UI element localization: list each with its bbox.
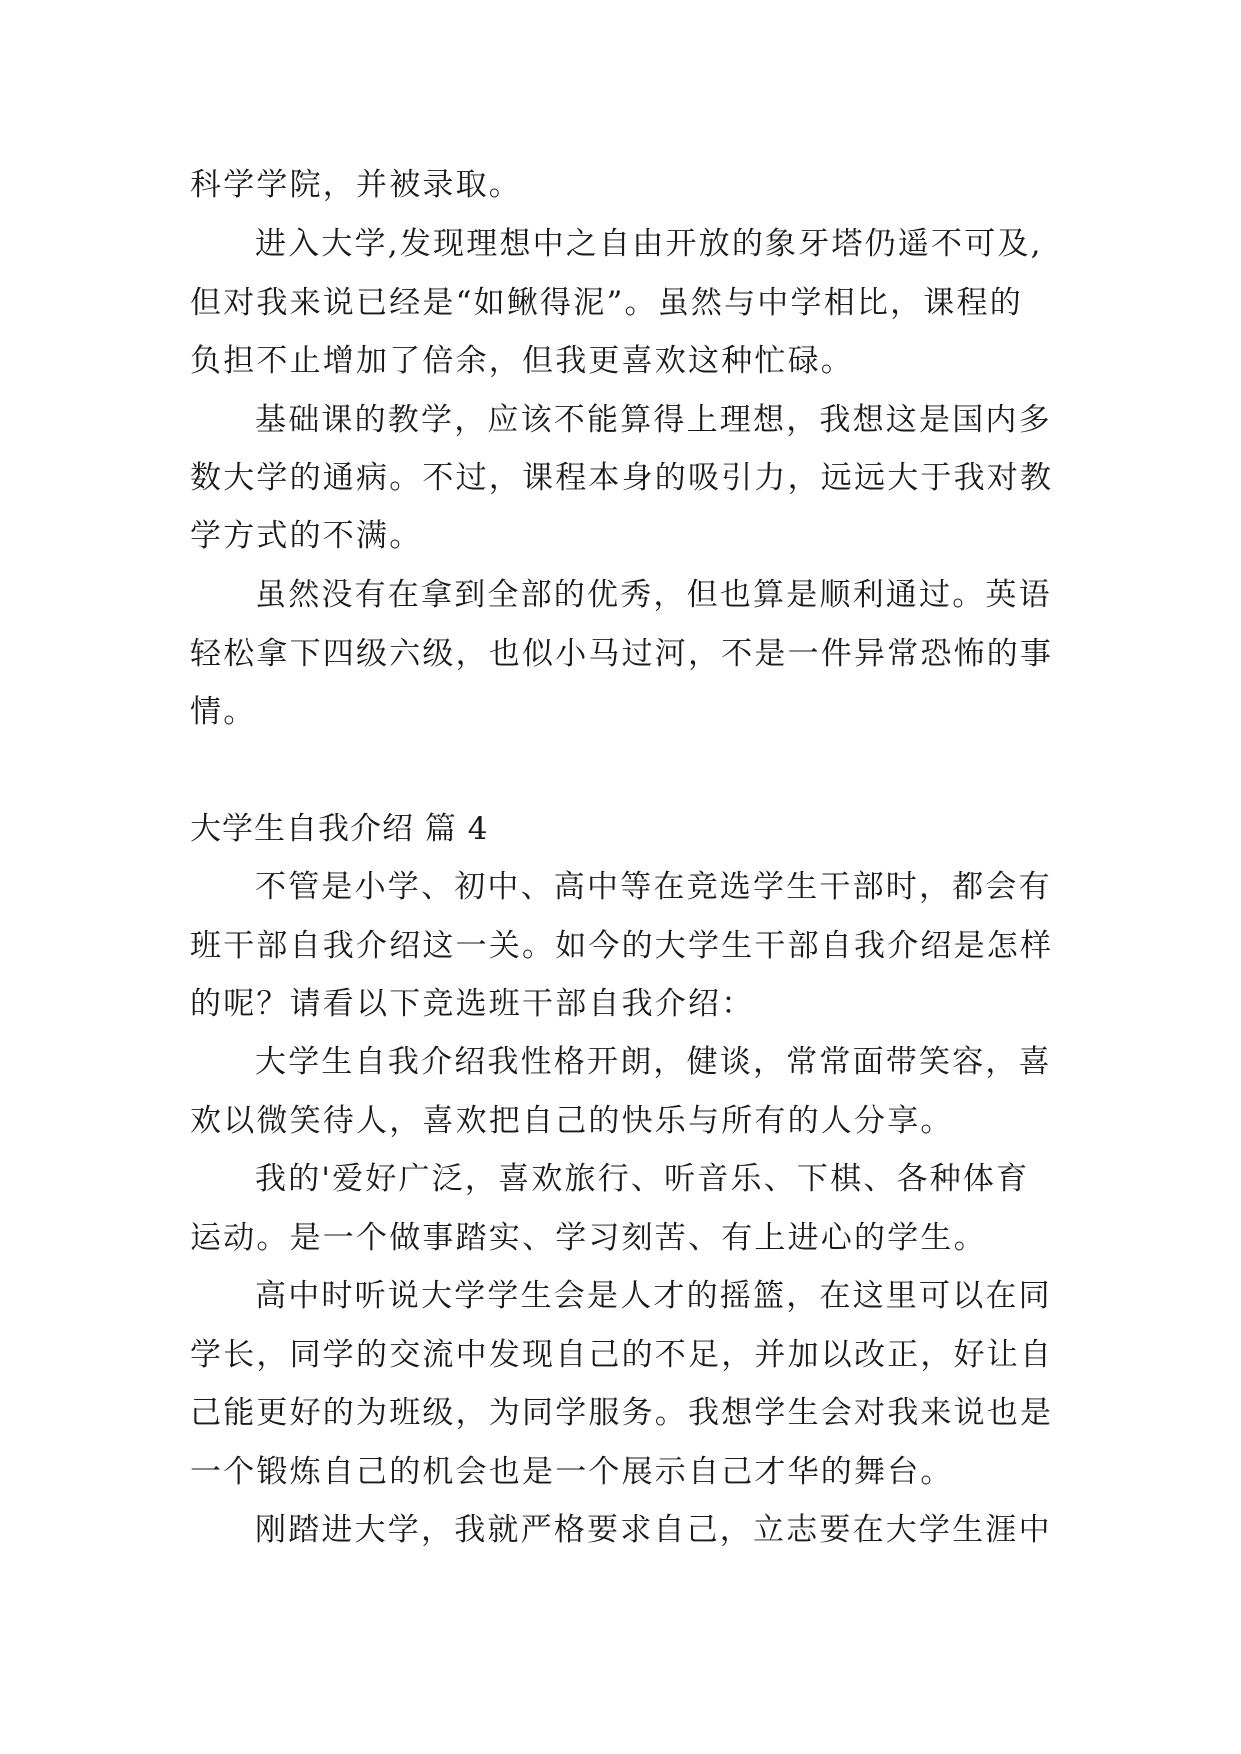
paragraph-first-line: 虽然没有在拿到全部的优秀，但也算是顺利通过。英语 — [255, 577, 1052, 613]
paragraph-first-line: 高中时听说大学学生会是人才的摇篮，在这里可以在同 — [255, 1278, 1052, 1314]
body-text-line: 科学学院，并被录取。 — [190, 167, 522, 203]
body-text-line: 情。 — [190, 694, 257, 730]
body-text-line: 但对我来说已经是“如鳅得泥”。虽然与中学相比，课程的 — [190, 285, 1023, 321]
body-text-line: 学方式的不满。 — [190, 518, 423, 554]
body-text-line: 班干部自我介绍这一关。如今的大学生干部自我介绍是怎样 — [190, 928, 1054, 964]
paragraph-first-line: 不管是小学、初中、高中等在竞选学生干部时，都会有 — [255, 869, 1052, 905]
body-text-line: 运动。是一个做事踏实、学习刻苦、有上进心的学生。 — [190, 1220, 987, 1256]
body-text-line: 学长，同学的交流中发现自己的不足，并加以改正，好让自 — [190, 1337, 1054, 1373]
paragraph-first-line: 进入大学,发现理想中之自由开放的象牙塔仍遥不可及, — [255, 226, 1043, 262]
body-text-line: 一个锻炼自己的机会也是一个展示自己才华的舞台。 — [190, 1454, 954, 1490]
section-heading: 大学生自我介绍 篇 4 — [190, 811, 489, 847]
paragraph-first-line: 大学生自我介绍我性格开朗，健谈，常常面带笑容，喜 — [255, 1044, 1052, 1080]
body-text-line: 轻松拿下四级六级，也似小马过河，不是一件异常恐怖的事 — [190, 636, 1054, 672]
body-text-line: 欢以微笑待人，喜欢把自己的快乐与所有的人分享。 — [190, 1103, 954, 1139]
body-text-line: 的呢？请看以下竞选班干部自我介绍： — [190, 986, 755, 1022]
body-text-line: 数大学的通病。不过，课程本身的吸引力，远远大于我对教 — [190, 460, 1054, 496]
paragraph-first-line: 我的'爱好广泛，喜欢旅行、听音乐、下棋、各种体育 — [255, 1161, 1030, 1197]
body-text-line: 负担不止增加了倍余，但我更喜欢这种忙碌。 — [190, 343, 854, 379]
paragraph-first-line: 基础课的教学，应该不能算得上理想，我想这是国内多 — [255, 402, 1052, 438]
paragraph-first-line: 刚踏进大学，我就严格要求自己，立志要在大学生涯中 — [255, 1512, 1052, 1548]
body-text-line: 己能更好的为班级，为同学服务。我想学生会对我来说也是 — [190, 1395, 1054, 1431]
